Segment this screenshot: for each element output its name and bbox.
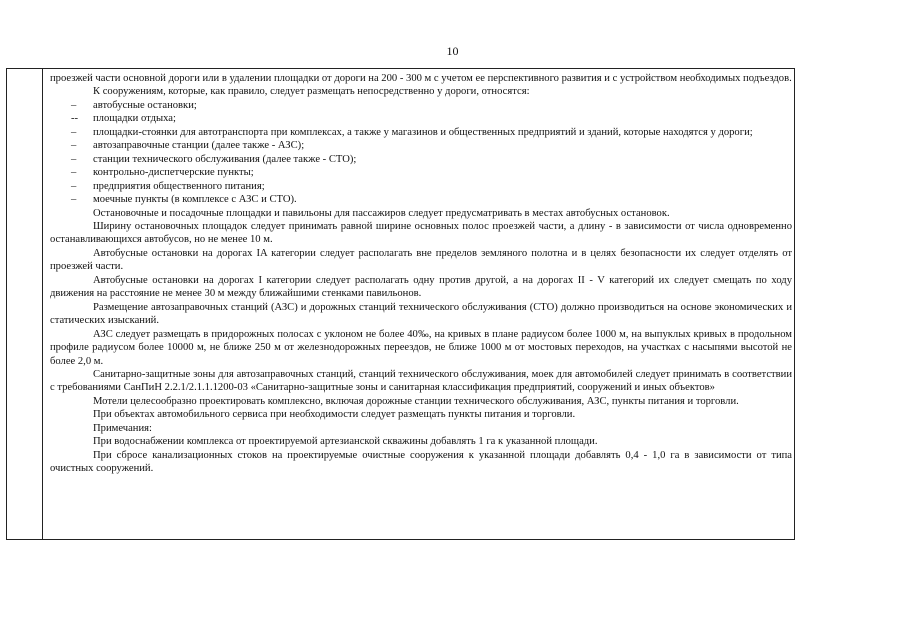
- list-item-text: автобусные остановки;: [93, 99, 197, 111]
- list-item-text: станции технического обслуживания (далее также - СТО);: [93, 153, 357, 165]
- note-water-supply: При водоснабжении комплекса от проектируемой артезианской скважины добавлять 1 га к указанной площади.: [93, 436, 598, 448]
- paragraph-continuation: проезжей части основной дороги или в удалении площадки от дороги на 200 - 300 м с учетом ее перспективного развития и с устройством необходимых подъездов.: [50, 73, 792, 84]
- list-item: [50, 99, 792, 112]
- page-number: 10: [446, 44, 459, 58]
- paragraph-list-intro: К сооружениям, которые, как правило, следует размещать непосредственно у дороги, относятся:: [93, 86, 530, 98]
- list-dash: –: [71, 167, 77, 179]
- list-item: [50, 139, 792, 152]
- paragraph-auto-service: При объектах автомобильного сервиса при необходимости следует размещать пункты питания и торговли.: [93, 409, 576, 421]
- list-dash: –: [71, 180, 77, 192]
- list-item-text: контрольно-диспетчерские пункты;: [93, 167, 254, 179]
- list-dash: --: [71, 113, 79, 125]
- paragraph-stop-width: Ширину остановочных площадок следует принимать равной ширине основных полос проезжей части, а длину - в зависимости от числа одновременно останавливающихся автобусов, но не менее 10 м.: [50, 220, 792, 246]
- table-content-cell: [50, 72, 792, 476]
- list-dash: –: [71, 153, 77, 165]
- list-item: [50, 112, 792, 125]
- paragraph-bus-shelters: Остановочные и посадочные площадки и павильоны для пассажиров следует предусматривать в местах автобусных остановок.: [93, 207, 670, 219]
- list-item-text: автозаправочные станции (далее также - АЗС);: [93, 140, 305, 152]
- list-item-text: площадки-стоянки для автотранспорта при комплексах, а также у магазинов и общественных предприятий и зданий, которые находятся у дороги;: [93, 126, 753, 138]
- paragraph-ia-category-stops: Автобусные остановки на дорогах IA категории следует располагать вне пределов земляного полотна и в целях безопасности их следует отделять от проезжей части.: [50, 247, 792, 273]
- document-table: [6, 68, 795, 540]
- list-item: [50, 193, 792, 206]
- list-dash: –: [71, 126, 77, 138]
- list-item: [50, 180, 792, 193]
- list-dash: –: [71, 194, 77, 206]
- list-item: [50, 126, 792, 139]
- list-item: [50, 153, 792, 166]
- paragraph-motels: Мотели целесообразно проектировать комплексно, включая дорожные станции технического обслуживания, АЗС, пункты питания и торговли.: [93, 395, 739, 407]
- paragraph-sanitary-zones: Санитарно-защитные зоны для автозаправочных станций, станций технического обслуживания, моек для автомобилей следует принимать в соответствии с требованиями СанПиН 2.2.1/2.1.1.1200-03 «Санитарно-защитные зоны и санитарная классификация предприятий, сооружений и иных объектов»: [50, 368, 792, 394]
- note-sewage: При сбросе канализационных стоков на проектируемые очистные сооружения к указанной площади добавлять 0,4 - 1,0 га в зависимости от типа очистных сооружений.: [50, 449, 792, 475]
- paragraph-azs-sto-placement: Размещение автозаправочных станций (АЗС) и дорожных станций технического обслуживания (СТО) должно производиться на основе экономических и статических изысканий.: [50, 301, 792, 327]
- structures-list: [50, 99, 792, 207]
- list-item-text: моечные пункты (в комплексе с АЗС и СТО).: [93, 194, 297, 206]
- list-dash: –: [71, 140, 77, 152]
- list-item-text: площадки отдыха;: [93, 113, 176, 125]
- table-left-column: [7, 69, 43, 539]
- list-item-text: предприятия общественного питания;: [93, 180, 265, 192]
- paragraph-azs-requirements: АЗС следует размещать в придорожных полосах с уклоном не более 40‰, на кривых в плане радиусом более 1000 м, на выпуклых кривых в продольном профиле радиусом более 10000 м, не ближе 250 м от железнодорожных переездов, не ближе 1000 м от мостовых переходов, на участках с насыпями высотой не более 2,0 м.: [50, 328, 792, 367]
- list-dash: –: [71, 99, 77, 111]
- list-item: [50, 166, 792, 179]
- paragraph-i-category-stops: Автобусные остановки на дорогах I категории следует располагать одну против другой, а на дорогах II - V категорий их следует смещать по ходу движения на расстояние не менее 30 м между ближайшими стенками павильонов.: [50, 274, 792, 300]
- notes-heading: Примечания:: [93, 422, 152, 434]
